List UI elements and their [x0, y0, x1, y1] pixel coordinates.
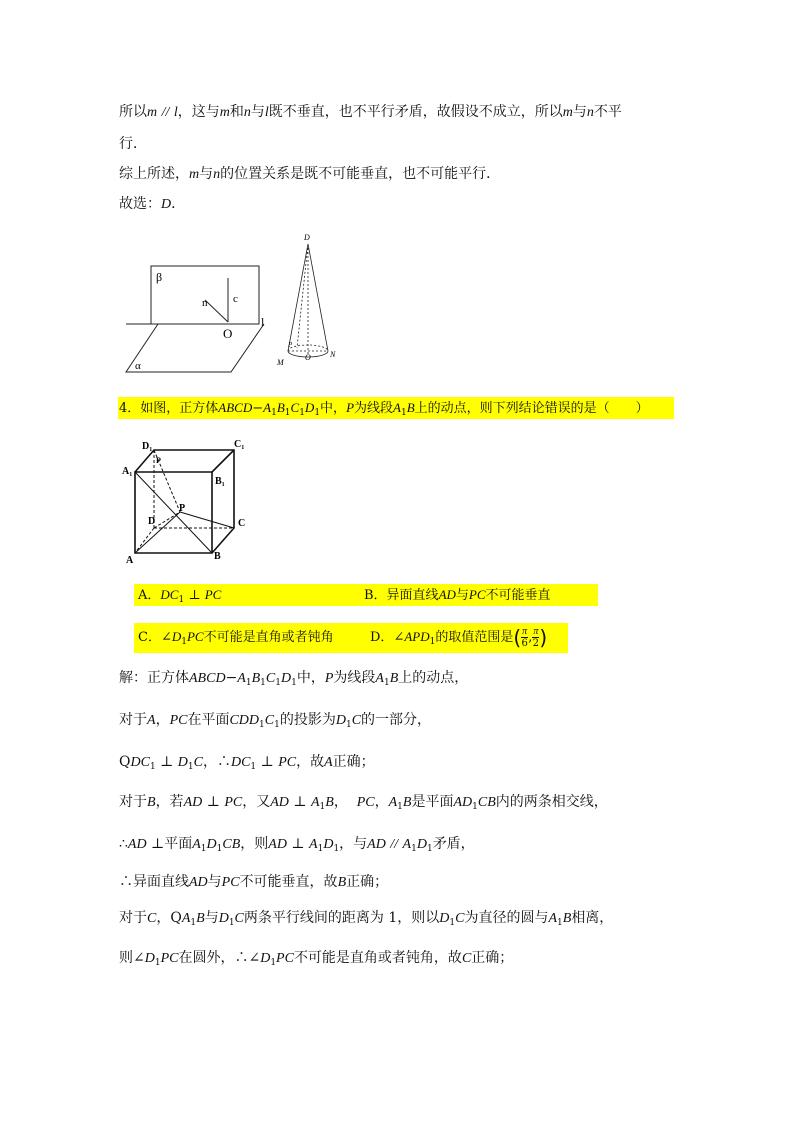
t: PC: [278, 755, 297, 770]
t: ，Q: [156, 910, 182, 926]
t: ，: [155, 712, 170, 728]
option-D: D．$\angle APD_1$的取值范围是( $\frac{\pi}{6}$ , $\frac{\pi}{2}$ ): [370, 625, 548, 650]
t: D: [177, 755, 188, 770]
t: 对于: [119, 712, 147, 728]
t: B: [196, 911, 205, 926]
t: 1: [228, 918, 235, 928]
t: AD: [268, 837, 287, 852]
t: 正确；: [346, 874, 389, 890]
t: C: [290, 400, 300, 415]
t: 为直径的圆与: [464, 910, 549, 926]
D1-label: [142, 441, 152, 453]
t: 1: [345, 720, 352, 730]
t: 对于: [119, 794, 147, 810]
t: n: [243, 105, 251, 120]
option-B: [364, 585, 551, 606]
t: ⊥: [151, 836, 165, 852]
t: C: [234, 439, 242, 450]
t: 是平面: [411, 794, 454, 810]
t: A: [310, 795, 320, 810]
t: 1: [400, 408, 407, 418]
t: A: [309, 837, 318, 852]
t: m: [189, 167, 200, 182]
t: n: [586, 105, 594, 120]
t: A: [181, 911, 191, 926]
t: D: [462, 795, 473, 810]
t: 6: [521, 638, 528, 649]
t: π: [522, 626, 528, 637]
t: l: [173, 105, 178, 120]
solution-line-4: 对于B，若AD ⊥ PC，又AD ⊥ $A_1B$， PC，$A_1B$是平面$AD_1CB$内的两条相交线，: [119, 794, 608, 812]
t: 1: [319, 802, 326, 812]
t: ，这与: [177, 104, 220, 120]
t: AD: [189, 875, 208, 890]
t: AD: [270, 795, 289, 810]
t: π: [533, 626, 539, 637]
t: 矛盾，: [432, 836, 475, 852]
t: D: [218, 911, 229, 926]
t: ，又: [242, 794, 271, 810]
planes-figure: [118, 258, 278, 380]
t: 1: [259, 720, 265, 730]
t: A．: [138, 588, 161, 603]
t: 1: [216, 844, 223, 854]
t: A: [263, 400, 272, 415]
t: D: [304, 400, 315, 415]
t: C: [147, 911, 157, 926]
t: 1: [299, 408, 305, 418]
t: 相离，: [571, 910, 614, 926]
M-label: M: [277, 358, 284, 367]
t: DC: [130, 755, 150, 770]
B-label: B: [214, 551, 221, 562]
t: C: [461, 951, 472, 966]
t: 1: [426, 844, 433, 854]
t: ，则: [240, 836, 269, 852]
t: ∠D: [248, 951, 271, 966]
t: D: [323, 837, 334, 852]
solution-line-5: ∴AD ⊥平面$A_1D_1CB$，则AD ⊥ $A_1D_1$，与AD // $A_1D_1$矛盾，: [119, 836, 475, 854]
t: 上的动点，则下列结论错误的是（ ）: [414, 401, 649, 416]
t: A: [393, 400, 401, 415]
t: 中，: [296, 670, 325, 686]
text-line-1: [119, 102, 622, 123]
option-C: [138, 627, 334, 648]
t: 与: [204, 910, 219, 926]
t: 的投影为: [279, 712, 336, 728]
t: A: [147, 713, 156, 728]
t: 1: [190, 918, 197, 928]
t: B: [562, 911, 572, 926]
t: AD: [183, 795, 203, 810]
n-label: n: [202, 297, 208, 309]
t: ⊥: [260, 754, 274, 770]
t: 在圆外，∴: [178, 950, 249, 966]
t: B: [337, 875, 347, 890]
t: n: [213, 167, 221, 182]
t: B: [276, 400, 285, 415]
t: C: [351, 713, 362, 728]
t: B: [147, 795, 156, 810]
N-label: N: [330, 350, 336, 359]
t: 1: [317, 844, 324, 854]
t: B: [389, 671, 399, 686]
option-A: [138, 585, 221, 606]
t: 的一部分，: [361, 712, 432, 728]
t: 和: [229, 104, 244, 120]
t: //: [161, 105, 170, 120]
t: 综上所述，: [119, 166, 189, 182]
t: 不平: [593, 104, 622, 120]
D-label: D: [148, 516, 156, 527]
t: −: [225, 670, 238, 686]
t: 与: [455, 588, 469, 603]
t: ∠D: [133, 951, 155, 966]
A-label: A: [126, 555, 134, 566]
t: 与: [572, 104, 587, 120]
t: ⊥: [206, 794, 220, 810]
beta-label: β: [156, 270, 163, 284]
t: C: [193, 755, 203, 770]
t: P: [346, 400, 355, 415]
t: C: [264, 713, 275, 728]
t: PC: [186, 629, 204, 644]
t: P: [324, 671, 334, 686]
t: 所以: [119, 104, 147, 120]
t: 1: [149, 762, 156, 772]
t: A: [192, 837, 201, 852]
t: A: [402, 837, 412, 852]
solution-line-6: [119, 872, 388, 893]
text-line-4: [119, 194, 185, 215]
t: D: [280, 671, 292, 686]
t: PC: [169, 713, 188, 728]
fraction-pi-6: [521, 626, 528, 649]
t: D: [142, 441, 150, 452]
t: PC: [221, 875, 240, 890]
t: A: [122, 466, 130, 477]
t: 1: [221, 482, 225, 488]
t: AD: [438, 587, 456, 602]
t: Q: [119, 754, 131, 770]
t: 1: [181, 637, 187, 647]
t: ABCD: [189, 671, 226, 686]
t: 的取值范围是: [435, 630, 514, 645]
P-label: P: [179, 503, 186, 514]
t: A: [324, 755, 333, 770]
A1-label: [122, 466, 132, 478]
t: AD: [367, 837, 386, 852]
t: (: [513, 625, 522, 650]
t: 1: [411, 844, 417, 854]
t: 与: [250, 104, 265, 120]
t: B: [215, 476, 222, 487]
t: ，∴: [202, 754, 231, 770]
t: B: [251, 671, 261, 686]
question-4: [119, 398, 649, 419]
t: m: [562, 105, 573, 120]
solution-line-7: [119, 908, 613, 929]
P-top-label: P: [156, 456, 161, 465]
t: ⊥: [293, 794, 307, 810]
t: C: [234, 911, 244, 926]
t: ∠APD: [393, 629, 430, 644]
t: 则: [119, 950, 133, 966]
t: C．: [138, 630, 161, 645]
t: ∴异面直线: [119, 874, 189, 890]
t: 1: [129, 472, 133, 478]
t: B: [325, 795, 334, 810]
cone-figure: [277, 230, 353, 370]
t: PC: [356, 795, 375, 810]
t: ，故: [296, 754, 325, 770]
solution-line-2: 对于A，PC在平面$CDD_1C_1$的投影为$D_1C$的一部分，: [119, 712, 432, 730]
t: B．异面直线: [364, 588, 439, 603]
t: PC: [276, 951, 294, 966]
C-label: C: [238, 518, 246, 529]
t: ，若: [155, 794, 184, 810]
c-label: c: [233, 293, 238, 305]
t: A: [453, 795, 463, 810]
t: ∠D: [160, 629, 182, 644]
t: 不可能垂直，故: [239, 874, 338, 890]
t: 1: [275, 678, 281, 688]
t: 与: [199, 166, 214, 182]
P-label: P: [288, 341, 293, 349]
t: C: [455, 911, 465, 926]
solution-line-3: [119, 752, 375, 773]
t: ，: [333, 794, 348, 810]
t: A: [388, 795, 398, 810]
t: ⊥: [160, 754, 174, 770]
t: AD: [127, 837, 147, 852]
t: ⊥: [291, 836, 305, 852]
t: B: [406, 400, 415, 415]
t: C: [265, 671, 276, 686]
t: 1: [154, 958, 161, 968]
t: ABCD: [218, 400, 253, 415]
alpha-label: α: [135, 360, 141, 372]
t: 与: [207, 874, 222, 890]
t: 上的动点，: [398, 670, 469, 686]
t: D: [206, 837, 217, 852]
O-label: O: [223, 326, 233, 341]
t: 1: [271, 408, 277, 418]
t: PC: [160, 951, 179, 966]
t: 1: [241, 445, 245, 451]
t: PC: [224, 795, 243, 810]
t: 1: [383, 678, 390, 688]
t: 1: [397, 802, 403, 812]
t: 平面: [164, 836, 193, 852]
solution-line-1: [119, 668, 468, 689]
t: 两条平行线间的距离为 1，则以: [243, 910, 440, 926]
t: 1: [149, 447, 153, 453]
B1-label: [215, 476, 225, 488]
t: 中，: [320, 401, 347, 416]
t: 解：正方体: [119, 670, 189, 686]
t: ): [539, 625, 548, 650]
t: 对于: [119, 910, 147, 926]
t: 行．: [119, 136, 147, 152]
t: 为线段: [354, 401, 394, 416]
t: 在平面: [187, 712, 230, 728]
t: 1: [245, 678, 252, 688]
text-line-2: [119, 134, 147, 154]
t: 1: [472, 802, 478, 812]
t: 1: [178, 595, 185, 605]
O-label: O: [305, 353, 311, 362]
t: 1: [449, 918, 456, 928]
t: 1: [314, 408, 321, 418]
t: A: [237, 671, 246, 686]
t: m: [219, 105, 230, 120]
D-label: D: [304, 233, 310, 242]
t: 1: [333, 844, 340, 854]
t: 1: [274, 720, 280, 730]
t: ，: [374, 794, 389, 810]
t: ，与: [339, 836, 368, 852]
t: 1: [260, 678, 266, 688]
t: D: [335, 713, 346, 728]
text-line-3: [119, 164, 500, 185]
t: 1: [429, 637, 436, 647]
t: ．: [171, 196, 186, 212]
t: 既不垂直，也不平行矛盾，故假设不成立，所以: [268, 104, 563, 120]
t: 为线段: [333, 670, 376, 686]
t: 不可能是直角或者钝角，故: [293, 950, 462, 966]
t: PC: [468, 587, 486, 602]
t: D: [416, 837, 427, 852]
C1-label: [234, 439, 244, 451]
t: D: [161, 197, 172, 212]
t: 的位置关系是既不可能垂直，也不可能平行．: [220, 166, 501, 182]
t: D: [439, 911, 450, 926]
t: 1: [291, 678, 297, 688]
t: l: [264, 105, 269, 120]
t: 2: [532, 638, 540, 649]
t: DC: [160, 587, 179, 602]
t: D．: [370, 630, 394, 645]
cube-figure: [120, 436, 255, 566]
t: 不可能垂直: [485, 588, 551, 603]
t: 内的两条相交线，: [495, 794, 608, 810]
t: 1: [270, 958, 277, 968]
t: 正确；: [332, 754, 375, 770]
t: 4．如图，正方体: [119, 401, 219, 416]
t: B: [402, 795, 412, 810]
t: 1: [284, 408, 291, 418]
t: ⊥: [188, 588, 201, 603]
t: 1: [187, 762, 194, 772]
t: ∴: [119, 836, 128, 852]
t: A: [375, 671, 384, 686]
t: 1: [200, 844, 207, 854]
t: 不可能是直角或者钝角: [203, 630, 334, 645]
t: −: [252, 401, 264, 416]
solution-line-8: [119, 948, 513, 969]
t: DC: [230, 755, 251, 770]
l-label: l: [261, 315, 265, 329]
t: A: [548, 911, 558, 926]
t: 故选：: [119, 196, 161, 212]
t: PC: [204, 587, 222, 602]
t: 1: [557, 918, 563, 928]
t: 1: [250, 762, 257, 772]
t: m: [147, 105, 158, 120]
t: 正确；: [471, 950, 514, 966]
